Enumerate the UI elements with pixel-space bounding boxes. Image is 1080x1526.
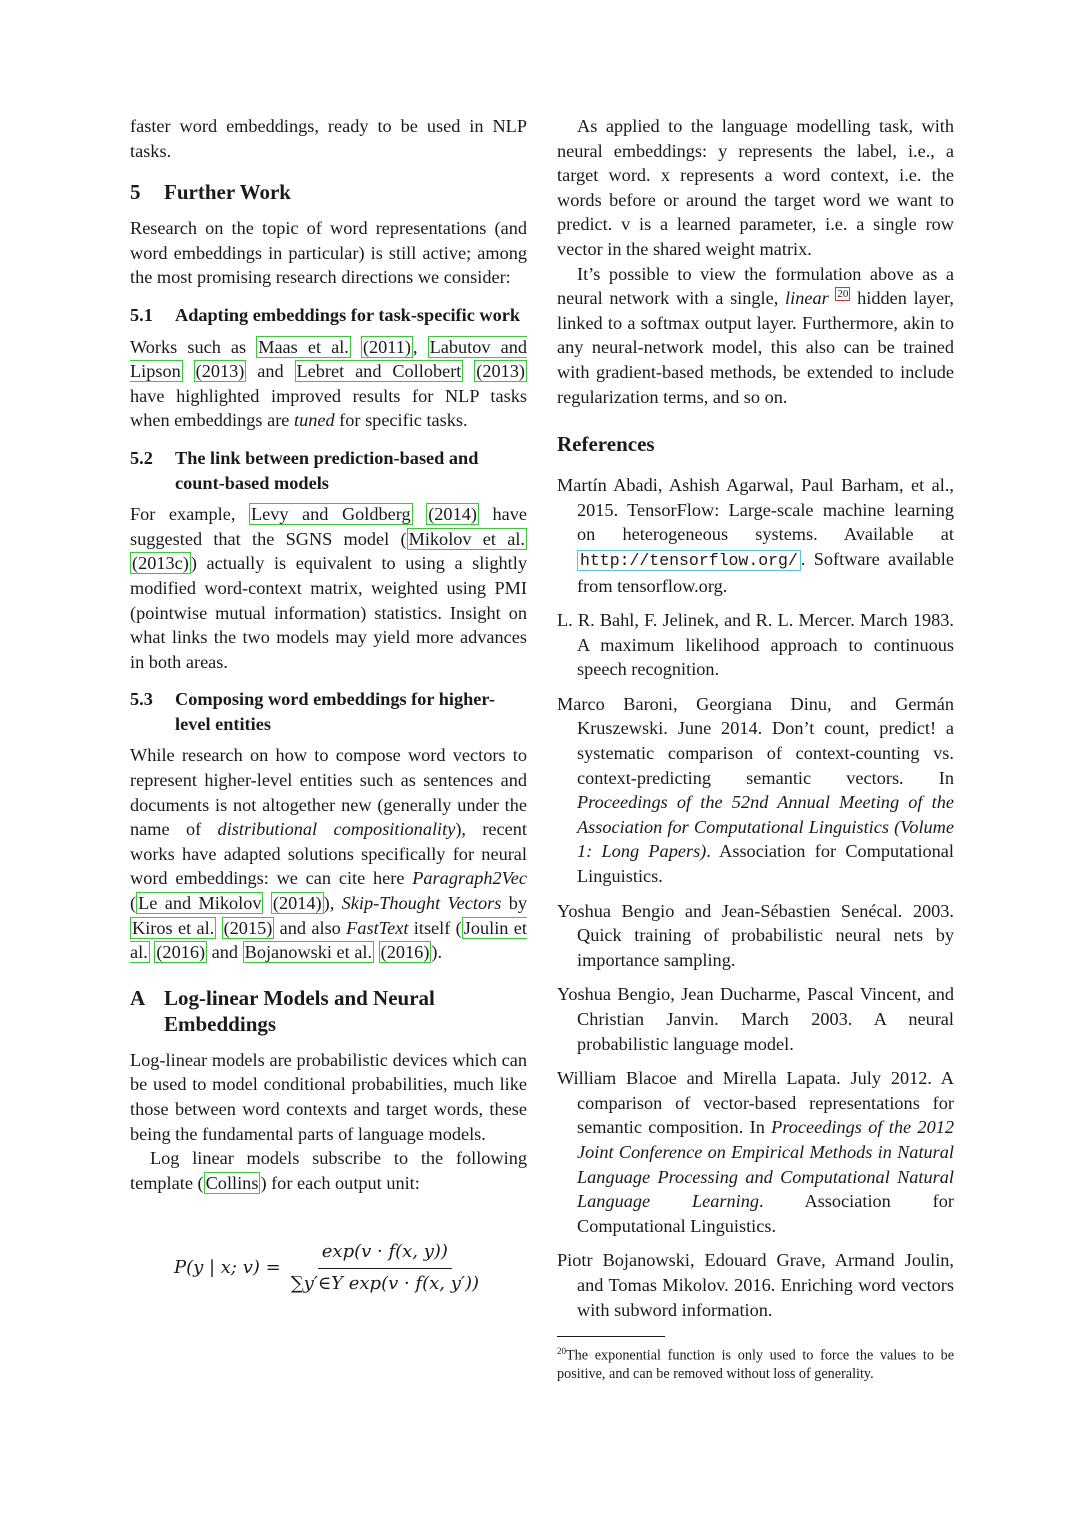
text-run: Marco Baroni, Georgiana Dinu, and Germán Kruszewski. June 2014. Don’t count, predict! a systematic comparison of context-counting vs. context-predicting semantic vectors. In [557, 693, 954, 788]
equation-lhs: P(y | x; v) = [173, 1257, 281, 1279]
section-title: Further Work [164, 180, 291, 205]
citation-link[interactable]: Bojanowski et al. [244, 942, 373, 963]
citation-link[interactable]: Le and Mikolov [138, 893, 262, 914]
emphasis-text: distributional compositionality [217, 819, 456, 840]
text-run: and [246, 361, 295, 382]
section-number: A [130, 985, 146, 1010]
intro-paragraph: faster word embeddings, ready to be used in NLP tasks. [130, 116, 527, 161]
emphasis-text: Skip-Thought Vectors [341, 893, 502, 914]
reference-entry [557, 692, 954, 889]
text-run: itself ( [408, 917, 462, 938]
emphasis-text: FastText [346, 917, 409, 938]
footnote-text: The exponential function is only used to force the values to be positive, and can be removed without loss of generality. [557, 1347, 954, 1383]
subsection-number: 5.1 [130, 304, 153, 325]
text-run: . Association for Computational Linguistics. [577, 841, 954, 887]
citation-link[interactable]: (2011) [362, 336, 411, 357]
text-run: have suggested that the SGNS model ( [130, 504, 527, 549]
equation-denominator: ∑y′∈Y exp(v · f(x, y′)) [290, 1272, 480, 1294]
citation-link[interactable]: Maas et al. [258, 336, 349, 357]
emphasis-text: tuned [293, 410, 335, 431]
footnote-divider [557, 1336, 665, 1337]
subsection-5-3-paragraph [130, 743, 527, 964]
subsection-5-1-paragraph [130, 335, 527, 433]
footnote-number: 20 [557, 1346, 566, 1357]
citation-link[interactable]: Collins [205, 1172, 259, 1193]
citation-link[interactable]: (2013) [195, 361, 245, 382]
reference-entry: Piotr Bojanowski, Edouard Grave, Armand Joulin, and Tomas Mikolov. 2016. Enriching word vectors with subword information. [557, 1250, 954, 1320]
reference-entry: Yoshua Bengio, Jean Ducharme, Pascal Vincent, and Christian Janvin. March 2003. A neural probabilistic language model. [557, 984, 954, 1054]
text-run: While research on how to compose word vectors to represent higher-level entities such as sentences and documents is not altogether new (generally under the name of [130, 745, 527, 840]
text-run: . Association for Computational Linguistics. [577, 1191, 954, 1236]
emphasis-text: Proceedings of the 52nd Annual Meeting of the Association for Computational Linguistics (Volume 1: Long Papers) [577, 792, 954, 862]
section-title: References [557, 432, 655, 457]
footnote-link[interactable]: 20 [837, 288, 849, 301]
reference-entry [557, 473, 954, 598]
text-run: ). [431, 942, 443, 963]
citation-link[interactable]: Labutov and Lipson [130, 336, 527, 382]
text-run: and [207, 942, 243, 963]
citation-link[interactable]: (2016) [156, 942, 206, 963]
citation-link[interactable]: (2014) [428, 504, 477, 525]
neural-network-paragraph [557, 262, 954, 410]
section-title: Log-linear Models and Neural Embeddings [164, 985, 435, 1036]
text-run: by [501, 893, 527, 914]
left-column [130, 114, 527, 1297]
right-column [557, 114, 954, 1384]
appendix-a-paragraph-2 [130, 1146, 527, 1195]
text-run: hidden layer, linked to a softmax output layer. Furthermore, akin to any neural-network model, this also can be trained with gradient-based methods, be extended to include regularization terms, and so on. [557, 288, 954, 407]
citation-link[interactable]: Lebret and Collobert [296, 361, 462, 382]
subsection-title: Adapting embeddings for task-specific work [175, 304, 520, 325]
citation-link[interactable]: Kiros et al. [132, 917, 215, 938]
citation-link[interactable]: Joulin et al. [130, 917, 527, 963]
subsection-5-3-heading [130, 687, 527, 736]
text-run: , [412, 336, 428, 357]
text-run: ) for each output unit: [260, 1172, 420, 1193]
reference-entry [557, 1066, 954, 1238]
citation-link[interactable]: (2015) [223, 917, 273, 938]
reference-entry: Yoshua Bengio and Jean-Sébastien Senécal. 2003. Quick training of probabilistic neural nets by importance sampling. [557, 900, 954, 970]
citation-link[interactable]: (2013) [476, 361, 525, 382]
text-run: Log linear models subscribe to the following template ( [130, 1148, 527, 1193]
log-linear-equation [130, 1240, 527, 1296]
appendix-a-heading [130, 985, 527, 1037]
subsection-5-1-heading [130, 303, 527, 328]
appendix-a-paragraph: Log-linear models are probabilistic devices which can be used to model conditional probabilities, much like those between word contexts and target words, these being the fundamental parts of language models. [130, 1049, 527, 1144]
emphasis-text: Paragraph2Vec [412, 868, 527, 889]
citation-link[interactable]: (2016) [380, 942, 430, 963]
subsection-number: 5.2 [130, 447, 153, 468]
subsection-5-2-paragraph [130, 502, 527, 674]
text-run: ), recent works have adapted solutions specifically for neural word embeddings: we can cite here [130, 819, 527, 889]
text-run: for specific tasks. [334, 410, 468, 431]
text-run: ), [323, 893, 342, 914]
citation-link[interactable]: Mikolov et al. [408, 528, 525, 549]
text-run: ( [130, 893, 137, 914]
text-run: For example, [130, 504, 249, 525]
emphasis-text: linear [785, 288, 829, 309]
text-run: ) actually is equivalent to using a slightly modified word-context matrix, weighted using PMI (pointwise mutual information) statistics. Insight on what links the two models may yield more advances in both areas. [130, 553, 527, 672]
text-run: It’s possible to view the formulation above as a neural network with a single, [557, 263, 954, 309]
neural-embeddings-paragraph: As applied to the language modelling task, with neural embeddings: y represents the label, i.e., a target word. x represents a word context, i.e. the words before or around the target word we want to predict. v is a learned parameter, i.e. a single row vector in the shared weight matrix. [557, 116, 954, 259]
url-link[interactable]: http://tensorflow.org/ [577, 550, 801, 571]
citation-link[interactable]: Levy and Goldberg [250, 504, 411, 525]
citation-link[interactable]: (2013c) [132, 553, 189, 574]
text-run: have highlighted improved results for NLP tasks when embeddings are [130, 385, 527, 431]
footnote [557, 1342, 954, 1384]
text-run: and also [274, 917, 347, 938]
references-heading [557, 431, 954, 457]
subsection-number: 5.3 [130, 689, 153, 710]
subsection-title: Composing word embeddings for higher-level entities [175, 689, 495, 734]
reference-entry: L. R. Bahl, F. Jelinek, and R. L. Mercer. March 1983. A maximum likelihood approach to continuous speech recognition. [557, 610, 954, 680]
section-5-heading [130, 179, 527, 205]
equation-numerator: exp(v · f(x, y)) [318, 1240, 452, 1269]
text-run: Works such as [130, 336, 257, 357]
text-run: Martín Abadi, Ashish Agarwal, Paul Barham, et al., 2015. TensorFlow: Large-scale machine learning on heterogeneous systems. Available at [557, 475, 954, 545]
text-run: William Blacoe and Mirella Lapata. July 2012. A comparison of vector-based representations for semantic composition. In [557, 1068, 954, 1138]
section-5-paragraph: Research on the topic of word representations (and word embeddings in particular) is still active; among the most promising research directions we consider: [130, 218, 527, 288]
subsection-5-2-heading [130, 446, 527, 495]
equation-fraction [287, 1240, 483, 1296]
citation-link[interactable]: (2014) [272, 893, 322, 914]
section-number: 5 [130, 180, 141, 205]
emphasis-text: Proceedings of the 2012 Joint Conference on Empirical Methods in Natural Language Processing and Computational Natural Language Learning [577, 1117, 954, 1212]
subsection-title: The link between prediction-based and count-based models [175, 447, 479, 493]
text-run: . Software available from tensorflow.org. [577, 548, 954, 596]
